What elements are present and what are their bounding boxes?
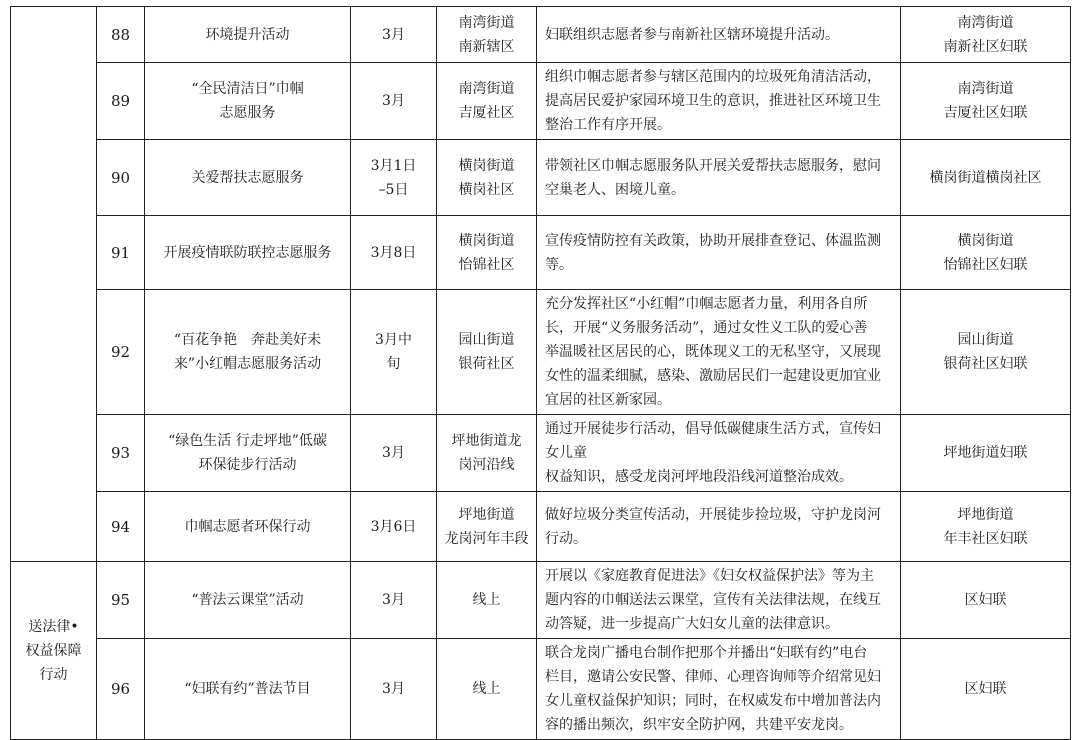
activity-location-line: 南新辖区	[458, 38, 515, 55]
activity-time-line: 3月中	[375, 332, 412, 348]
activity-location	[437, 562, 537, 639]
activity-description	[537, 290, 901, 415]
activity-location	[437, 140, 537, 216]
activity-time	[351, 7, 437, 63]
activity-time	[351, 562, 437, 639]
activity-description-line: 开展以《家庭教育促进法》《妇女权益保护法》等为主	[545, 568, 874, 584]
activity-description-line: 宣传疫情防控有关政策，协助开展排查登记、体温监测	[545, 232, 881, 249]
activity-title-line: 环保徒步行活动	[198, 457, 297, 473]
activity-time-line: 3月	[382, 26, 405, 43]
activity-time	[351, 415, 437, 492]
activity-organizer	[901, 7, 1071, 63]
activity-location-line: 龙岗河年丰段	[444, 530, 529, 547]
category-cell	[11, 562, 97, 740]
activity-title	[145, 415, 351, 492]
row-number: 88	[97, 7, 145, 63]
activity-organizer-line: 坪地街道	[957, 506, 1014, 523]
activity-organizer-line: 银荷社区妇联	[943, 356, 1028, 372]
activity-description-line: 行动。	[545, 530, 587, 547]
activity-time-line: –5日	[378, 181, 409, 198]
activity-description-line: 妇联组织志愿者参与南新社区辖环境提升活动。	[545, 26, 839, 43]
activity-title	[145, 290, 351, 415]
activity-time-line: 3月	[382, 93, 405, 109]
activity-title	[145, 492, 351, 562]
activity-description-line: 题内容的巾帼送法云课堂，宣传有关法律法规，在线互	[545, 592, 881, 608]
activity-location-line: 银荷社区	[458, 356, 515, 372]
activity-location-line: 横岗社区	[458, 181, 515, 198]
activity-description-line: 组织巾帼志愿者参与辖区范围内的垃圾死角清洁活动，	[545, 69, 881, 85]
activity-description-line: 动答疑，进一步提高广大妇女儿童的法律意识。	[545, 616, 839, 632]
activity-time	[351, 290, 437, 415]
table-row	[11, 7, 1071, 63]
activity-organizer	[901, 63, 1071, 140]
activity-time-line: 3月1日	[370, 157, 417, 174]
activity-location-line: 横岗街道	[458, 157, 515, 174]
activity-organizer-line: 横岗街道横岗社区	[929, 169, 1042, 186]
activity-description-line: 栏目，邀请公安民警、律师、心理咨询师等介绍常见妇	[545, 669, 881, 685]
activity-location-line: 园山街道	[458, 332, 515, 348]
table-row	[11, 639, 1071, 740]
activity-location	[437, 7, 537, 63]
activity-organizer	[901, 639, 1071, 740]
activity-organizer	[901, 415, 1071, 492]
activity-location-line: 横岗街道	[458, 232, 515, 249]
activity-organizer-line: 横岗街道	[957, 232, 1014, 249]
activity-time	[351, 216, 437, 290]
activity-time	[351, 140, 437, 216]
table-row	[11, 562, 1071, 639]
table-row	[11, 492, 1071, 562]
activity-organizer-line: 区妇联	[964, 592, 1007, 608]
activity-description	[537, 492, 901, 562]
activity-organizer	[901, 216, 1071, 290]
activity-organizer	[901, 492, 1071, 562]
category-line: 权益保障	[25, 642, 82, 659]
activity-table	[10, 6, 1071, 740]
table-row	[11, 63, 1071, 140]
activity-title-line: “百花争艳 奔赴美好未	[173, 332, 322, 348]
activity-description-line: 充分发挥社区“小红帽”巾帼志愿者力量，利用各自所	[545, 296, 868, 312]
activity-description-line: 通过开展徒步行活动，倡导低碳健康生活方式，宣传妇女儿童	[545, 421, 881, 461]
activity-description	[537, 7, 901, 63]
activity-title-line: 环境提升活动	[205, 26, 290, 43]
activity-title-line: 开展疫情联防联控志愿服务	[163, 244, 332, 261]
activity-organizer-line: 年丰社区妇联	[943, 530, 1028, 547]
activity-description-line: 宜居的社区新家园。	[545, 392, 671, 408]
activity-location-line: 坪地街道	[458, 506, 515, 523]
activity-title-line: 来”小红帽志愿服务活动	[173, 356, 322, 372]
table-row	[11, 415, 1071, 492]
activity-time	[351, 63, 437, 140]
activity-title-line: 志愿服务	[219, 105, 276, 121]
activity-time-line: 3月	[382, 592, 405, 608]
activity-description-line: 等。	[545, 256, 573, 273]
activity-title-line: “绿色生活 行走坪地”低碳	[168, 433, 327, 449]
table-body	[11, 7, 1071, 740]
activity-description-line: 提高居民爱护家园环境卫生的意识，推进社区环境卫生	[545, 93, 881, 109]
activity-location	[437, 290, 537, 415]
activity-time	[351, 639, 437, 740]
activity-description	[537, 216, 901, 290]
activity-organizer	[901, 290, 1071, 415]
activity-location	[437, 639, 537, 740]
row-number: 94	[97, 492, 145, 562]
activity-title-line: 巾帼志愿者环保行动	[184, 518, 311, 535]
activity-location-line: 南湾街道	[458, 81, 515, 97]
activity-description-line: 联合龙岗广播电台制作把那个并播出“妇联有约”电台	[545, 645, 868, 661]
activity-title	[145, 562, 351, 639]
activity-time-line: 3月	[382, 681, 405, 697]
activity-time-line: 3月	[382, 445, 405, 461]
activity-description-line: 权益知识，感受龙岗河坪地段沿线河道整治成效。	[545, 469, 853, 485]
activity-organizer	[901, 562, 1071, 639]
row-number: 92	[97, 290, 145, 415]
row-number: 91	[97, 216, 145, 290]
activity-organizer-line: 南湾街道	[957, 81, 1014, 97]
activity-description-line: 女性的温柔细腻，感染、激励居民们一起建设更加宜业	[545, 368, 881, 384]
row-number: 90	[97, 140, 145, 216]
row-number: 93	[97, 415, 145, 492]
activity-title-line: 关爱帮扶志愿服务	[191, 169, 304, 186]
activity-organizer-line: 园山街道	[957, 332, 1014, 348]
activity-organizer-line: 南湾街道	[957, 14, 1014, 31]
activity-location-line: 怡锦社区	[458, 256, 515, 273]
activity-organizer	[901, 140, 1071, 216]
activity-location-line: 吉厦社区	[458, 105, 515, 121]
category-line: 行动	[39, 666, 68, 683]
activity-time-line: 3月6日	[370, 518, 417, 535]
activity-title	[145, 7, 351, 63]
activity-title	[145, 639, 351, 740]
activity-title	[145, 63, 351, 140]
activity-title-line: “妇联有约”普法节目	[184, 681, 311, 697]
table-row	[11, 290, 1071, 415]
activity-location	[437, 492, 537, 562]
activity-description-line: 女儿童权益保护知识；同时，在权威发布中增加普法内	[545, 693, 881, 709]
activity-organizer-line: 吉厦社区妇联	[943, 105, 1028, 121]
activity-location-line: 线上	[472, 592, 501, 608]
activity-location-line: 岗河沿线	[458, 457, 515, 473]
activity-organizer-line: 怡锦社区妇联	[943, 256, 1028, 273]
activity-organizer-line: 区妇联	[964, 681, 1007, 697]
category-line: 送法律•	[28, 618, 79, 635]
category-cell-top	[11, 7, 97, 562]
activity-description	[537, 63, 901, 140]
table-row	[11, 140, 1071, 216]
activity-time	[351, 492, 437, 562]
activity-location-line: 坪地街道龙	[451, 433, 522, 449]
activity-description	[537, 140, 901, 216]
activity-description-line: 带领社区巾帼志愿服务队开展关爱帮扶志愿服务，慰问	[545, 157, 881, 174]
activity-location	[437, 216, 537, 290]
activity-title	[145, 140, 351, 216]
row-number: 95	[97, 562, 145, 639]
activity-location-line: 南湾街道	[458, 14, 515, 31]
activity-time-line: 旬	[386, 356, 401, 372]
activity-description	[537, 415, 901, 492]
activity-title	[145, 216, 351, 290]
activity-description-line: 容的播出频次，织牢安全防护网，共建平安龙岗。	[545, 717, 853, 733]
activity-title-line: “普法云课堂”活动	[191, 592, 304, 608]
activity-location	[437, 63, 537, 140]
activity-description-line: 空巢老人、困境儿童。	[545, 181, 685, 198]
activity-location	[437, 415, 537, 492]
activity-time-line: 3月8日	[370, 244, 417, 261]
activity-description-line: 整治工作有序开展。	[545, 117, 671, 133]
activity-title-line: “全民清洁日”巾帼	[191, 81, 304, 97]
activity-description-line: 长，开展“义务服务活动”，通过女性义工队的爱心善	[545, 320, 868, 336]
activity-description	[537, 639, 901, 740]
activity-description	[537, 562, 901, 639]
activity-organizer-line: 南新社区妇联	[943, 38, 1028, 55]
table-row	[11, 216, 1071, 290]
activity-location-line: 线上	[472, 681, 501, 697]
activity-description-line: 举温暖社区居民的心，既体现义工的无私坚守，又展现	[545, 344, 881, 360]
row-number: 96	[97, 639, 145, 740]
activity-description-line: 做好垃圾分类宣传活动，开展徒步捡垃圾，守护龙岗河	[545, 506, 881, 523]
row-number: 89	[97, 63, 145, 140]
activity-organizer-line: 坪地街道妇联	[943, 445, 1028, 461]
